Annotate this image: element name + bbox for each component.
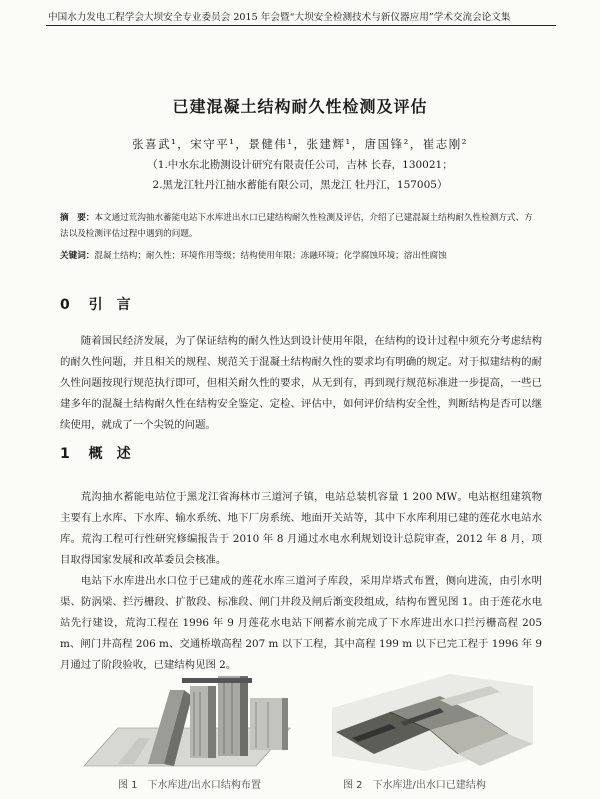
figure-1-caption: 图 1 下水库进/出水口结构布置 [118, 780, 261, 791]
section-body-overview [60, 487, 542, 676]
paragraph: 随着国民经济发展，为了保证结构的耐久性达到设计使用年限，在结构的设计过程中须充分考虑结构的耐久性问题，并且相关的规程、规范关于混凝土结构耐久性的要求均有明确的规定。对于拟建结构的耐久性问题按现行规范执行即可，但相关耐久性的要求，从无到有，再到现行规范标准进一步提高，一些已建多年的混凝土结构耐久性在结构安全鉴定、定检、评估中，如何评价结构安全性，判断结构是否可以继续使用，就成了一个尖锐的问题。 [60, 335, 542, 431]
paragraph: 电站下水库进出水口位于已建成的莲花水库三道河子库段，采用岸塔式布置，侧向进流，由引水明渠、防涡梁、拦污栅段、扩散段、标准段、闸门井段及闸后渐变段组成，结构布置见图 1。由于莲花水电站先行建设，荒沟工程在 1996 年 9 月莲花水电站下闸蓄水前完成了下水库进出水口拦污栅高程 205 m、闸门井高程 206 m、交通桥墩高程 207 m 以下工程，其中高程 199 m 以下已完工程于 1996 年 9 月通过了阶段验收，已建结构见图 2。 [60, 575, 542, 671]
keywords-text: 混凝土结构；耐久性；环境作用等级；结构使用年限；冻融环境；化学腐蚀环境；溶出性腐蚀 [94, 251, 447, 261]
affiliation-2: 2.黑龙江牡丹江抽水蓄能有限公司，黑龙江 牡丹江，157005） [152, 179, 448, 191]
authors: 张喜武¹，宋守平¹，景健伟¹，张建辉¹，唐国锋²，崔志刚² [132, 137, 468, 151]
running-header: 中国水力发电工程学会大坝安全专业委员会 2015 年会暨“大坝安全检测技术与新仪器应用”学术交流会论文集 [48, 12, 511, 23]
paper-title: 已建混凝土结构耐久性检测及评估 [172, 97, 428, 116]
section-heading-overview [60, 443, 131, 463]
abstract-label: 摘 要： [60, 213, 95, 223]
section-title: 引 言 [88, 297, 131, 313]
section-title: 概 述 [88, 446, 131, 462]
abstract-text: 本文通过荒沟抽水蓄能电站下水库进出水口已建结构耐久性检测及评估，介绍了已建混凝土结构耐久性检测方式、方法以及检测评估过程中遇到的问题。 [60, 213, 533, 239]
section-number: 1 [60, 446, 70, 462]
section-heading-intro [60, 294, 131, 314]
figure-1-structure-layout [78, 668, 293, 778]
abstract [60, 210, 540, 242]
keywords-label: 关键词： [60, 251, 95, 261]
keywords [60, 248, 540, 264]
figure-2-caption: 图 2 下水库进/出水口已建结构 [343, 780, 486, 791]
affiliation-1: （1.中水东北勘测设计研究有限责任公司，吉林 长春，130021； [147, 159, 453, 171]
paragraph: 荒沟抽水蓄能电站位于黑龙江省海林市三道河子镇，电站总装机容量 1 200 MW。电站枢纽建筑物主要有上水库、下水库、输水系统、地下厂房系统、地面开关站等，其中下水库利用已建的莲花水电站水库。荒沟工程可行性研究修编报告于 2010 年 8 月通过水电水利规划设计总院审查，2012 年 8 月，项目取得国家发展和改革委员会核准。 [60, 491, 542, 566]
section-number: 0 [60, 297, 70, 313]
figure-2-built-structure [330, 672, 535, 772]
header-rule [46, 25, 556, 26]
section-body-intro [60, 331, 542, 436]
